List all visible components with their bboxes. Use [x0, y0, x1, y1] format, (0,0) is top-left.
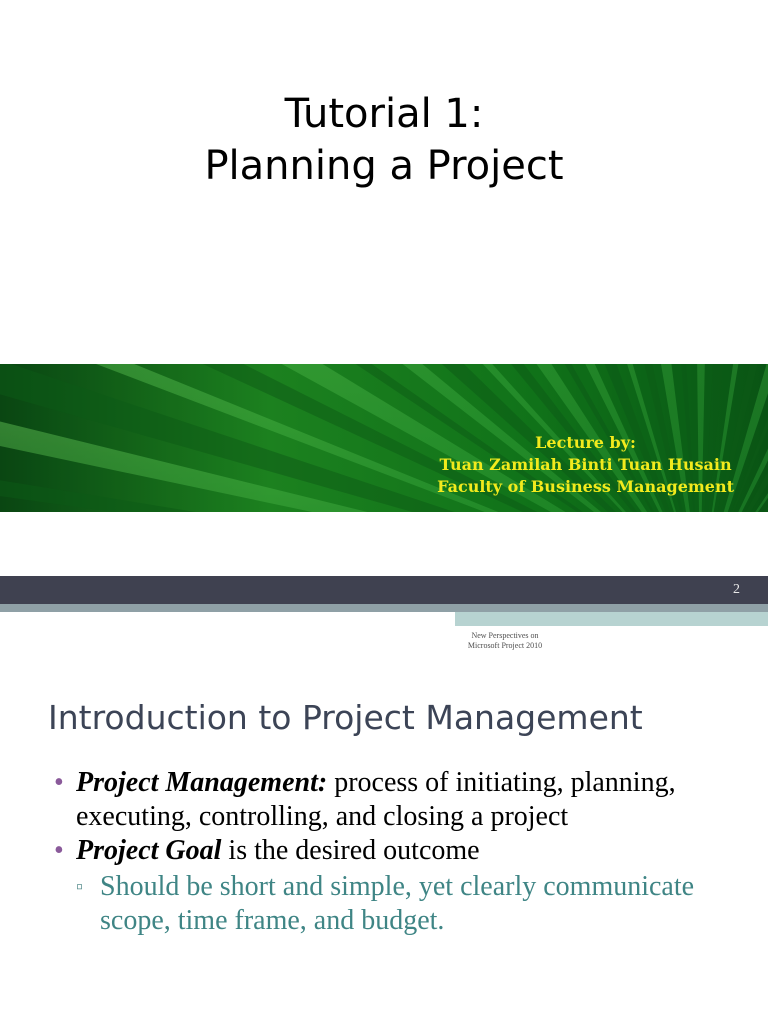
sub-bullet-item — [54, 870, 754, 938]
page-number: 2 — [733, 582, 740, 597]
bullet-text: process of initiating, planning, executing, controlling, and closing a project — [76, 767, 676, 832]
slide-2 — [0, 576, 768, 1024]
bullet-dot-icon: • — [54, 835, 64, 866]
bullet-dot-icon: • — [54, 767, 64, 798]
slide-title — [0, 88, 768, 192]
lecture-label: Lecture by: — [535, 433, 636, 452]
header-bar — [0, 576, 768, 604]
bullet-item — [54, 766, 754, 834]
square-bullet-icon: ▫ — [76, 876, 84, 898]
lecturer-info — [437, 432, 734, 498]
title-line-2: Planning a Project — [204, 143, 564, 189]
bullet-term: Project Goal — [76, 835, 222, 866]
bullet-list — [54, 766, 754, 938]
lecturer-name: Tuan Zamilah Binti Tuan Husain — [439, 455, 732, 474]
bullet-term: Project Management: — [76, 767, 328, 798]
bullet-text: is the desired outcome — [221, 835, 480, 866]
teal-accent-bar — [455, 612, 768, 626]
footer-text — [440, 631, 570, 651]
title-line-1: Tutorial 1: — [284, 91, 484, 137]
footer-line-2: Microsoft Project 2010 — [467, 641, 543, 650]
faculty-name: Faculty of Business Management — [437, 477, 734, 496]
sub-bullet-text: Should be short and simple, yet clearly communicate scope, time frame, and budget. — [100, 871, 695, 936]
bullet-item — [54, 834, 754, 868]
slide-heading: Introduction to Project Management — [48, 698, 643, 737]
footer-line-1: New Perspectives on — [471, 631, 539, 640]
header-accent-bar — [0, 604, 768, 612]
